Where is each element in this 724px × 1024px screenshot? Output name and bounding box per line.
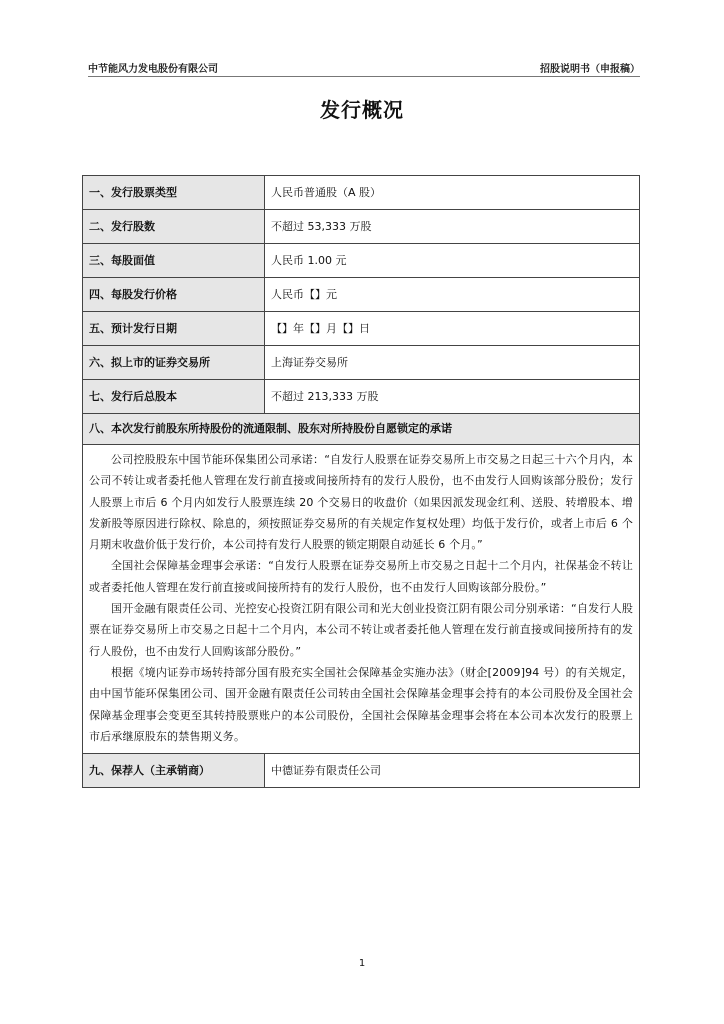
row-value: 人民币【】元 — [265, 278, 640, 312]
paragraph-controlling-shareholder: 公司控股股东中国节能环保集团公司承诺：“自发行人股票在证券交易所上市交易之日起三十六个月内，本公司不转让或者委托他人管理在发行前直接或间接所持有的发行人股份，也不由发行人回购该部分股份；发行人股票上市后 6 个月内如发行人股票连续 20 个交易日的收盘价（如果因派发现金红利、送股、转增股本、增发新股等原因进行除权、除息的，须按照证券交易所的有关规定作复权处理）均低于发行价，或者上市后 6 个月期末收盘价低于发行价，本公司持有发行人股票的锁定期限自动延长 6 个月。” — [89, 453, 633, 552]
row-value: 不超过 53,333 万股 — [265, 210, 640, 244]
row-label: 六、拟上市的证券交易所 — [83, 346, 265, 380]
row-label: 三、每股面值 — [83, 244, 265, 278]
row-label: 一、发行股票类型 — [83, 176, 265, 210]
row-label: 五、预计发行日期 — [83, 312, 265, 346]
row-value: 不超过 213,333 万股 — [265, 380, 640, 414]
table-row-sponsor — [83, 754, 640, 788]
page-number: 1 — [358, 958, 366, 969]
section-heading: 八、本次发行前股东所持股份的流通限制、股东对所持股份自愿锁定的承诺 — [83, 414, 640, 445]
row-label: 九、保荐人（主承销商） — [83, 754, 265, 788]
paragraph-social-security-fund: 全国社会保障基金理事会承诺：“自发行人股票在证券交易所上市交易之日起十二个月内，社保基金不转让或者委托他人管理在发行前直接或间接所持有的发行人股份，也不由发行人回购该部分股份。” — [89, 559, 633, 594]
paragraph-investors: 国开金融有限责任公司、光控安心投资江阴有限公司和光大创业投资江阴有限公司分别承诺：“自发行人股票在证券交易所上市交易之日起十二个月内，本公司不转让或者委托他人管理在发行前直接或间接所持有的发行人股份，也不由发行人回购该部分股份。” — [89, 602, 633, 658]
table-row-exchange — [83, 346, 640, 380]
row-value: 中德证券有限责任公司 — [265, 754, 640, 788]
row-value: 人民币 1.00 元 — [265, 244, 640, 278]
row-value: 人民币普通股（A 股） — [265, 176, 640, 210]
paragraph-regulation: 根据《境内证券市场转持部分国有股充实全国社会保障基金实施办法》（财企[2009]94 号）的有关规定，由中国节能环保集团公司、国开金融有限责任公司转由全国社会保障基金理事会持有的本公司股份及全国社会保障基金理事会变更至其转持股票账户的本公司股份，全国社会保障基金理事会将在本公司本次发行的股票上市后承继原股东的禁售期义务。 — [89, 665, 633, 743]
table-row-issue-price — [83, 278, 640, 312]
table-row-par-value — [83, 244, 640, 278]
table-row-stock-type — [83, 176, 640, 210]
table-row-issue-date — [83, 312, 640, 346]
lockup-commitments — [83, 445, 640, 754]
row-label: 二、发行股数 — [83, 210, 265, 244]
page-title: 发行概况 — [320, 98, 404, 122]
row-label: 四、每股发行价格 — [83, 278, 265, 312]
offering-overview-table — [82, 175, 640, 788]
table-row-share-count — [83, 210, 640, 244]
header-company-name: 中节能风力发电股份有限公司 — [88, 64, 218, 75]
row-value: 【】年【】月【】日 — [265, 312, 640, 346]
table-row-lockup-body — [83, 445, 640, 754]
page-header — [88, 58, 640, 76]
header-divider — [88, 76, 640, 77]
row-label: 七、发行后总股本 — [83, 380, 265, 414]
table-row-lockup-heading — [83, 414, 640, 445]
header-document-type: 招股说明书（申报稿） — [540, 64, 640, 75]
row-value: 上海证券交易所 — [265, 346, 640, 380]
table-row-total-capital — [83, 380, 640, 414]
